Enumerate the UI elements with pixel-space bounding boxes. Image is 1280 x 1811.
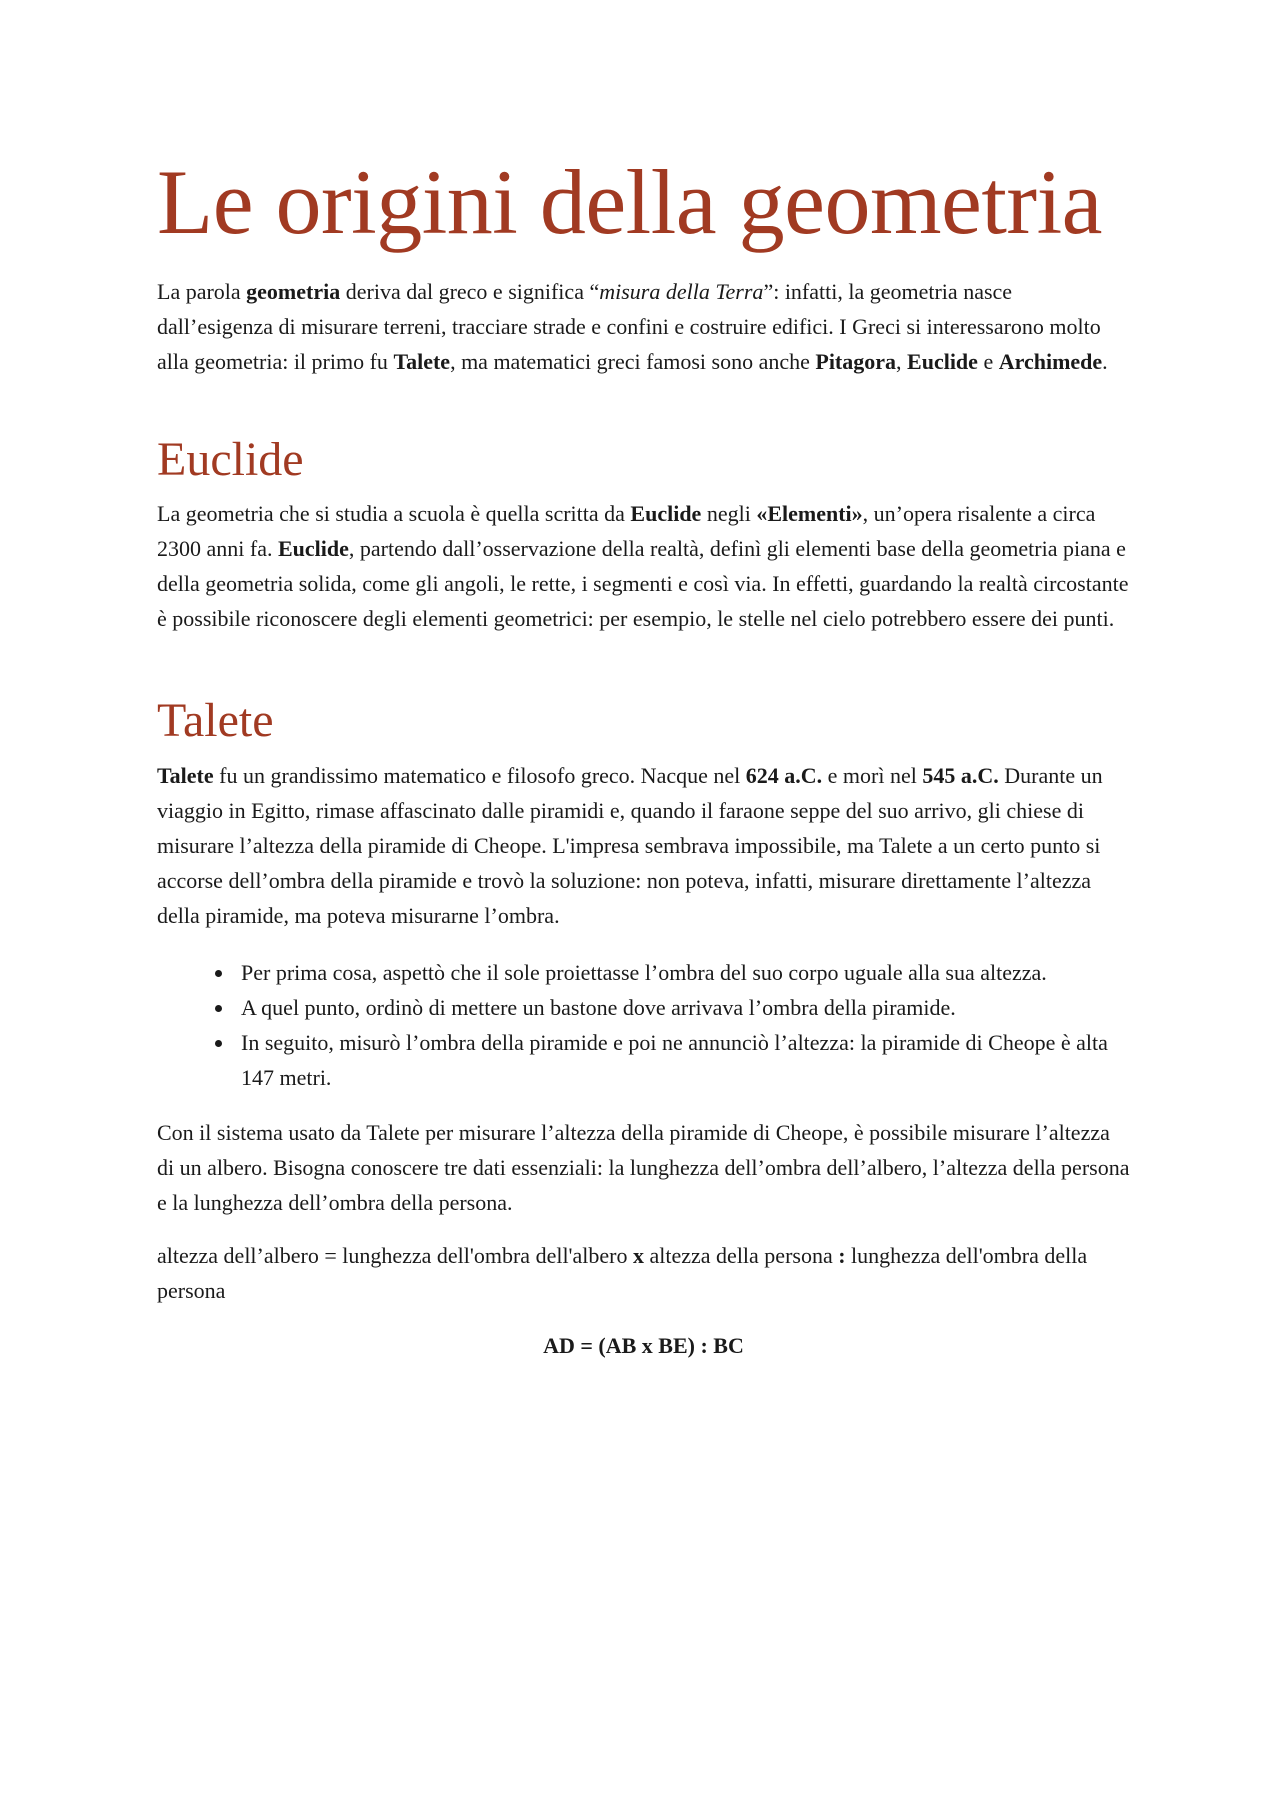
euclide-text: negli (701, 501, 757, 527)
formula-paragraph (157, 1238, 1130, 1308)
intro-text: , (896, 348, 908, 374)
intro-bold-talete: Talete (393, 348, 451, 374)
intro-text: deriva dal greco e significa “ (340, 278, 600, 304)
euclide-text: , partendo dall’osservazione della realtà, definì gli elementi base della geometria piana e della geometria solida, come gli angoli, le rette, i segmenti e così via. In effetti, guardando la realtà circostante è possibile riconoscere degli elementi geometrici: per esempio, le stelle nel cielo potrebbero essere dei punti. (157, 536, 1129, 632)
intro-text: e (977, 348, 999, 374)
formula-text: altezza dell’albero = lunghezza dell'ombra dell'albero (157, 1242, 633, 1268)
euclide-bold-name: Euclide (277, 536, 349, 562)
formula-times: x (633, 1242, 644, 1268)
list-item: • A quel punto, ordinò di mettere un bastone dove arrivava l’ombra della piramide. (235, 990, 1130, 1025)
intro-text: , ma matematici greci famosi sono anche (450, 348, 816, 374)
equation: AD = (AB x BE) : BC (543, 1332, 744, 1358)
intro-text: La parola (157, 278, 247, 304)
talete-text: fu un grandissimo matematico e filosofo greco. Nacque nel (213, 762, 746, 788)
intro-italic-misura: misura della Terra (599, 278, 764, 304)
page-title: Le origini della geometria (157, 151, 1102, 253)
steps-list (157, 955, 1130, 1095)
euclide-bold-elementi: «Elementi» (756, 501, 863, 527)
intro-paragraph (157, 274, 1130, 379)
section-heading-talete: Talete (157, 694, 274, 748)
talete-bold-name: Talete (157, 762, 214, 788)
euclide-text: , un’opera risalente a circa 2300 anni fa. (157, 501, 1096, 562)
section-heading-euclide: Euclide (157, 432, 304, 486)
intro-bold-archimede: Archimede (998, 348, 1103, 374)
talete-paragraph (157, 758, 1130, 933)
talete-text: Durante un viaggio in Egitto, rimase affascinato dalle piramidi e, quando il faraone seppe del suo arrivo, gli chiese di misurare l’altezza della piramide di Cheope. L'impresa sembrava impossibile, ma Talete a un certo punto si accorse dell’ombra della piramide e trovò la soluzione: non poteva, infatti, misurare direttamente l’altezza della piramide, ma poteva misurarne l’ombra. (157, 762, 1103, 928)
intro-text: ”: infatti, la geometria nasce dall’esigenza di misurare terreni, tracciare strade e confini e costruire edifici. I Greci si interessarono molto alla geometria: il primo fu (157, 278, 1101, 374)
intro-bold-geometria: geometria (246, 278, 341, 304)
formula-text: altezza della persona (644, 1242, 839, 1268)
euclide-paragraph (157, 496, 1130, 636)
talete-bold-birth: 624 a.C. (745, 762, 823, 788)
talete-bold-death: 545 a.C. (922, 762, 999, 788)
list-item: • Per prima cosa, aspettò che il sole proiettasse l’ombra del suo corpo uguale alla sua altezza. (235, 955, 1130, 990)
euclide-bold-name: Euclide (630, 501, 702, 527)
talete-text: e morì nel (822, 762, 923, 788)
intro-bold-pitagora: Pitagora (815, 348, 897, 374)
intro-text: . (1102, 348, 1108, 374)
euclide-text: La geometria che si studia a scuola è quella scritta da (157, 501, 631, 527)
system-paragraph: Con il sistema usato da Talete per misurare l’altezza della piramide di Cheope, è possibile misurare l’altezza di un albero. Bisogna conoscere tre dati essenziali: la lunghezza dell’ombra dell’albero, l’altezza della persona e la lunghezza dell’ombra della persona. (157, 1119, 1130, 1215)
formula-divide: : (838, 1242, 846, 1268)
formula-text: lunghezza dell'ombra della persona (157, 1242, 1088, 1303)
intro-bold-euclide: Euclide (907, 348, 978, 374)
list-item: • In seguito, misurò l’ombra della piramide e poi ne annunciò l’altezza: la piramide di Cheope è alta 147 metri. (235, 1025, 1130, 1095)
